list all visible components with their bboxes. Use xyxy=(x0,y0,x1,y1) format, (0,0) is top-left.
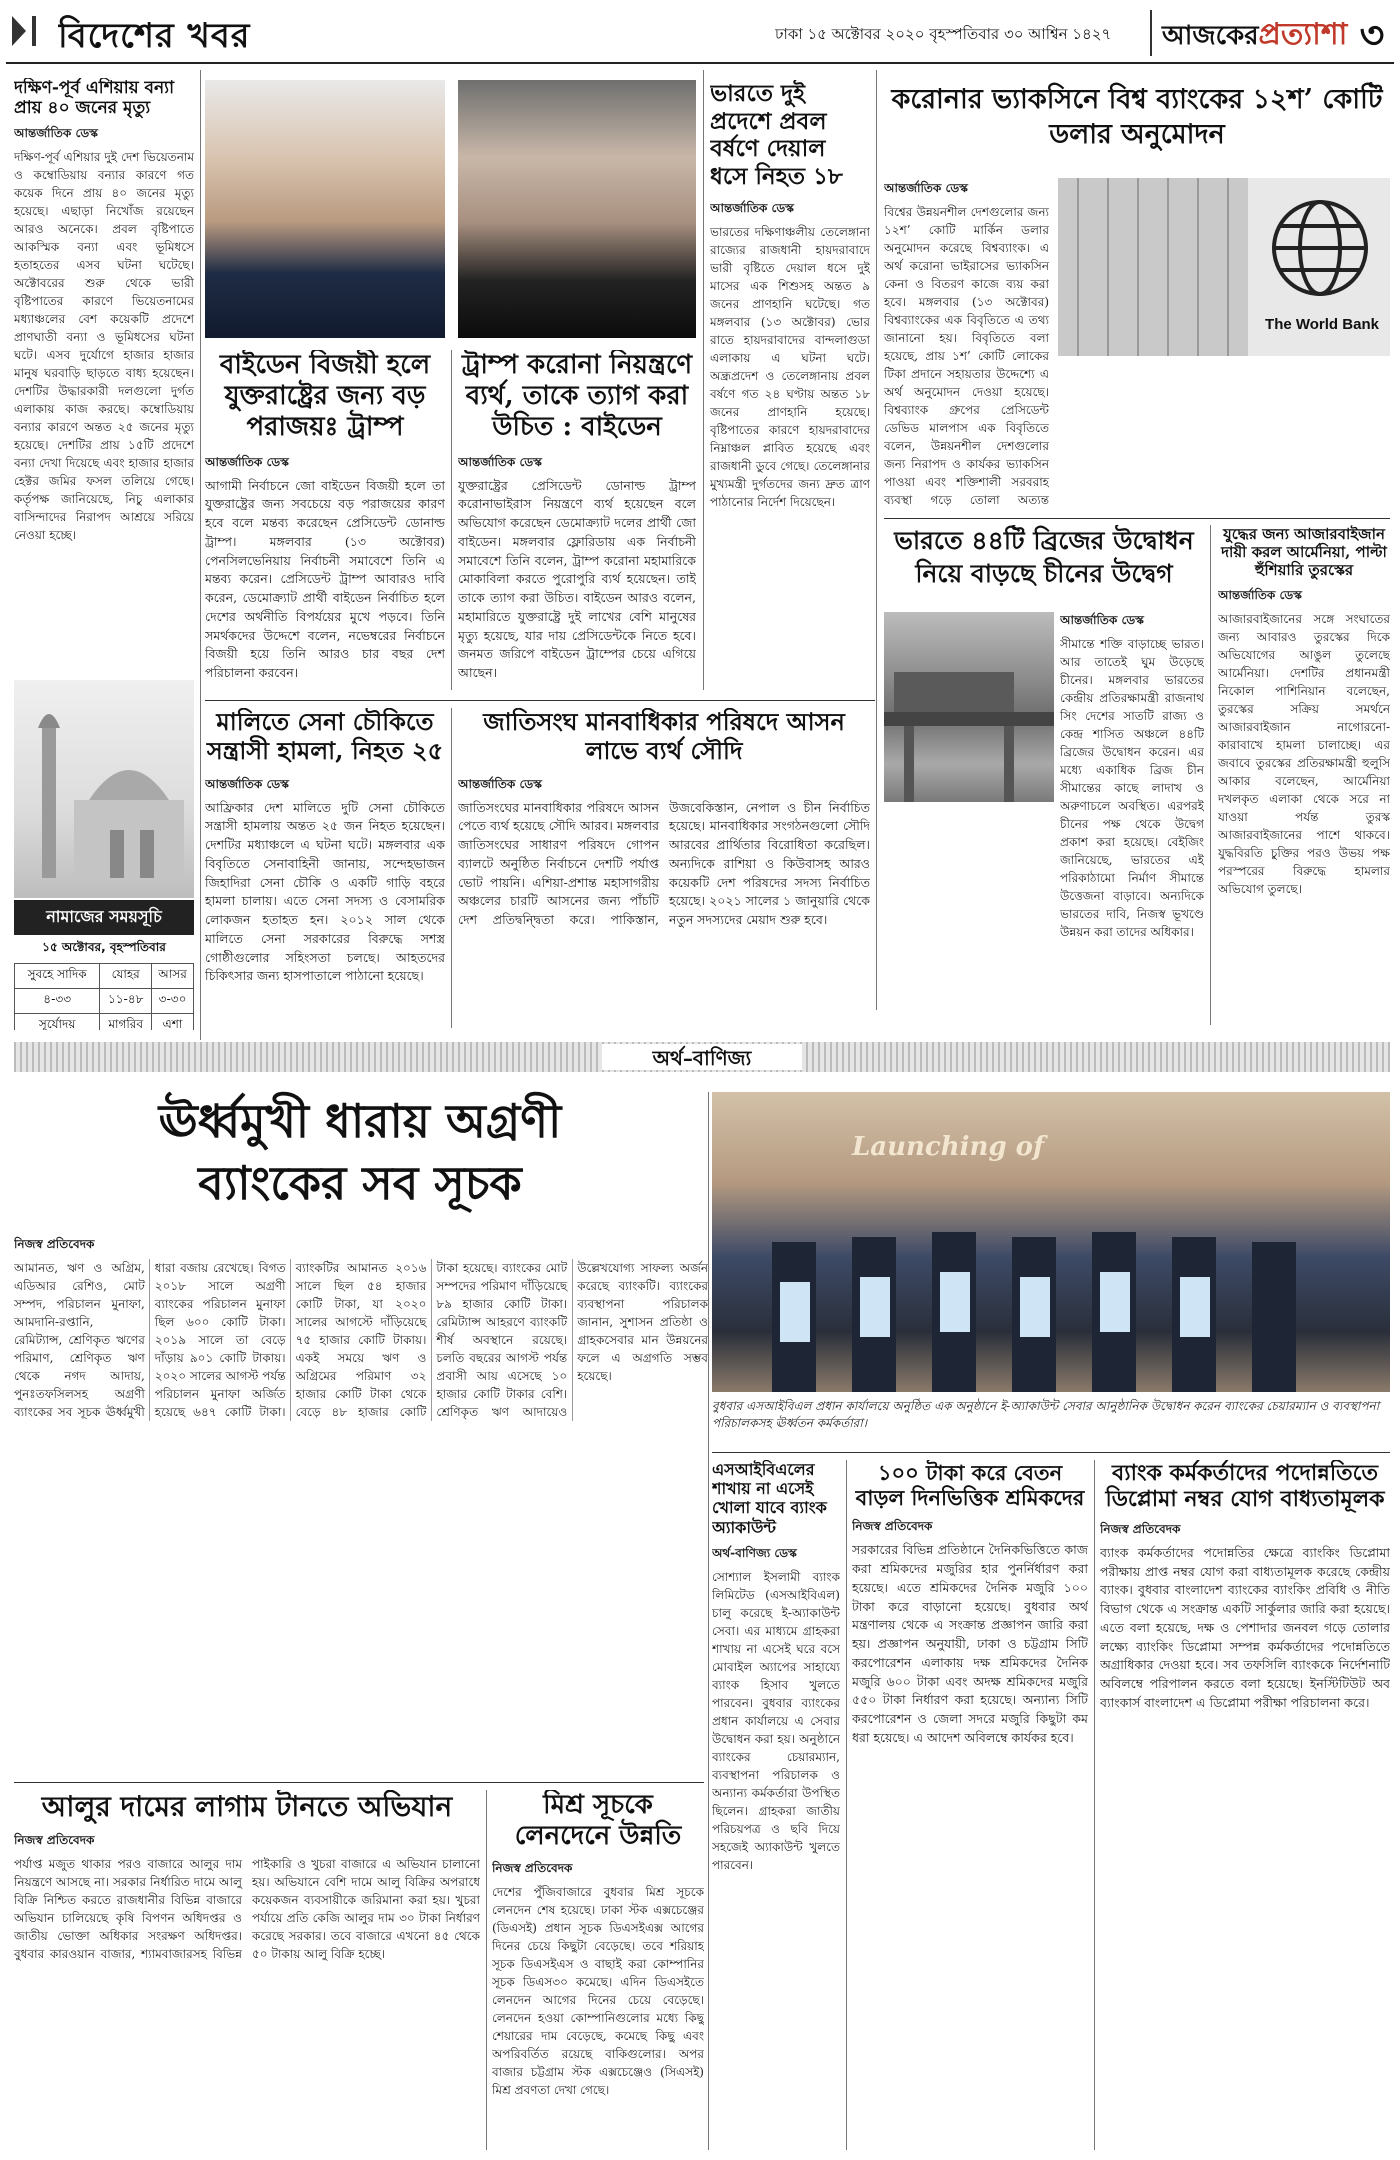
business-section-banner xyxy=(14,1042,1390,1072)
promotion-desk: নিজস্ব প্রতিবেদক xyxy=(1100,1521,1181,1536)
prayer-cell: এশা xyxy=(152,1014,194,1031)
sibl-body: সোশ্যাল ইসলামী ব্যাংক লিমিটেড (এসআইবিএল) চালু করেছে ই-অ্যাকাউন্ট সেবা। এর মাধ্যমে গ্রাহকরা শাখায় না এসেই ঘরে বসে মোবাইল অ্যাপের সাহায্যে ব্যাংক হিসাব খুলতে পারবেন। বুধবার ব্যাংকের প্রধান কার্যালয়ে এ সেবার উদ্বোধন করা হয়। অনুষ্ঠানে ব্যাংকের চেয়ারম্যান, ব্যবস্থাপনা পরিচালক ও অন্যান্য কর্মকর্তারা উপস্থিত ছিলেন। গ্রাহকরা জাতীয় পরিচয়পত্র ও ছবি দিয়ে সহজেই অ্যাকাউন্ট খুলতে পারবেন। xyxy=(712,1569,840,1872)
mali-body: আফ্রিকার দেশ মালিতে দুটি সেনা চৌকিতে সন্ত্রাসী হামলায় অন্তত ২৫ জন নিহত হয়েছেন। দেশটির মধ্যাঞ্চলে এ ঘটনা ঘটে। মঙ্গলবার এক বিবৃতিতে সেনাবাহিনী জানায়, সন্দেহভাজন জিহাদিরা সেনা চৌকি ও একটি গাড়ি বহরে হামলা চালায়। এতে সেনা সদস্য ও বেসামরিক লোকজন হতাহত হন। ২০১২ সাল থেকে মালিতে সেনা সরকারের বিরুদ্ধে সশস্ত্র গোষ্ঠীগুলোর সহিংসতা চলছে। আহতদের চিকিৎসার জন্য হাসপাতালে পাঠানো হয়েছে। xyxy=(205,799,445,984)
dateline: ঢাকা ১৫ অক্টোবর ২০২০ বৃহস্পতিবার ৩০ আশ্বিন ১৪২৭ xyxy=(775,25,1112,43)
india-rain-body: ভারতের দক্ষিণাঞ্চলীয় তেলেঙ্গানা রাজ্যের রাজধানী হায়দরাবাদে ভারী বৃষ্টিতে দেয়াল ধসে দুই মাসের এক শিশুসহ অন্তত ৯ জনের প্রাণহানি ঘটেছে। গত মঙ্গলবার (১৩ অক্টোবর) ভোর রাতে হায়দরাবাদের বান্দলাগুডা এলাকায় এ ঘটনা ঘটে। অন্ধ্রপ্রদেশ ও তেলেঙ্গানায় প্রবল বর্ষণে গত ২৪ ঘণ্টায় অন্তত ১৮ জনের প্রাণহানি হয়েছে। বৃষ্টিপাতের কারণে হায়দরাবাদের নিম্নাঞ্চল প্লাবিত হয়েছে এবং রাজধানী ডুবে গেছে। তেলেঙ্গানার মুখ্যমন্ত্রী দুর্গতদের জন্য দ্রুত ত্রাণ পাঠানোর নির্দেশ দিয়েছেন। xyxy=(710,225,870,510)
event-banner-text: Launching of xyxy=(852,1132,1045,1162)
sibl-desk: অর্থ-বাণিজ্য ডেস্ক xyxy=(712,1545,797,1560)
prayer-times-box xyxy=(14,900,194,1030)
prayer-cell: সুবহে সাদিক xyxy=(15,964,100,989)
trump-desk: আন্তর্জাতিক ডেস্ক xyxy=(205,454,289,469)
market-article xyxy=(492,1790,704,2150)
prayer-cell: আসর xyxy=(152,964,194,989)
biden-article xyxy=(458,350,696,690)
masthead xyxy=(0,0,1400,64)
india-rain-headline: ভারতে দুই প্রদেশে প্রবল বর্ষণে দেয়াল ধসে নিহত ১৮ xyxy=(710,80,843,190)
prayer-cell: ১১-৪৮ xyxy=(100,989,152,1014)
flood-headline: দক্ষিণ-পূর্ব এশিয়ায় বন্যা প্রায় ৪০ জনের মৃত্যু xyxy=(14,78,175,119)
prayer-title: নামাজের সময়সূচি xyxy=(14,900,194,935)
mali-desk: আন্তর্জাতিক ডেস্ক xyxy=(205,776,289,791)
market-desk: নিজস্ব প্রতিবেদক xyxy=(492,1861,573,1876)
armenia-body: আজারবাইজানের সঙ্গে সংঘাতের জন্য আবারও তুরস্কের দিকে অভিযোগের আঙুল তুলেছে আর্মেনিয়া। দেশটির প্রধানমন্ত্রী নিকোল পাশিনিয়ান বলেছেন, তুরস্কের সক্রিয় সমর্থনে আজারবাইজান নাগোরনো-কারাবাখে হামলা চালাচ্ছে। এর জবাবে তুরস্কের প্রতিরক্ষামন্ত্রী হুলুসি আকার বলেছেন, আর্মেনিয়া দখলকৃত এলাকা থেকে সরে না যাওয়া পর্যন্ত তুরস্ক আজারবাইজানের পাশে থাকবে। যুদ্ধবিরতি চুক্তির পরও উভয় পক্ষ পরস্পরের বিরুদ্ধে হামলার অভিযোগ তুলছে। xyxy=(1218,612,1390,896)
potato-headline: আলুর দামের লাগাম টানতে অভিযান xyxy=(41,1790,453,1823)
promotion-body: ব্যাংক কর্মকর্তাদের পদোন্নতির ক্ষেত্রে ব্যাংকিং ডিপ্লোমা পরীক্ষায় প্রাপ্ত নম্বর যোগ করা বাধ্যতামূলক করেছে কেন্দ্রীয় ব্যাংক। বুধবার বাংলাদেশ ব্যাংকের ব্যাংকিং প্রবিধি ও নীতি বিভাগ থেকে এ সংক্রান্ত একটি সার্কুলার জারি করা হয়েছে। এতে বলা হয়েছে, দক্ষ ও পেশাদার জনবল গড়ে তোলার লক্ষ্যে ব্যাংকিং ডিপ্লোমা সম্পন্ন কর্মকর্তাদের পদোন্নতিতে অগ্রাধিকার দেওয়া হবে। সব তফসিলি ব্যাংককে নির্দেশনাটি অবিলম্বে পরিপালন করতে বলা হয়েছে। ইনস্টিটিউট অব ব্যাংকার্স বাংলাদেশ এ ডিপ্লোমা পরীক্ষা পরিচালনা করে। xyxy=(1100,1544,1390,1710)
india-rain-desk: আন্তর্জাতিক ডেস্ক xyxy=(710,201,794,216)
saudi-desk: আন্তর্জাতিক ডেস্ক xyxy=(458,776,542,791)
potato-body: পর্যাপ্ত মজুত থাকার পরও বাজারে আলুর দাম নিয়ন্ত্রণে আসছে না। সরকার নির্ধারিত দামে আলু বিক্রি নিশ্চিত করতে রাজধানীর বিভিন্ন বাজারে অভিযান চালিয়েছে কৃষি বিপণন অধিদপ্তর ও জাতীয় ভোক্তা অধিকার সংরক্ষণ অধিদপ্তর। বুধবার কারওয়ান বাজার, শ্যামবাজারসহ বিভিন্ন পাইকারি ও খুচরা বাজারে এ অভিযান চালানো হয়। অভিযানে বেশি দামে আলু বিক্রির অপরাধে কয়েকজন ব্যবসায়ীকে জরিমানা করা হয়। খুচরা পর্যায়ে প্রতি কেজি আলুর দাম ৩০ টাকা নির্ধারণ করেছে সরকার। তবে বাজারে এখনো ৪৫ থেকে ৫০ টাকায় আলু বিক্রি হচ্ছে। xyxy=(14,1856,480,1961)
potato-desk: নিজস্ব প্রতিবেদক xyxy=(14,1832,95,1847)
agrani-desk: নিজস্ব প্রতিবেদক xyxy=(14,1237,95,1251)
prayer-table xyxy=(14,963,194,1030)
bridges-headline: ভারতে ৪৪টি ব্রিজের উদ্বোধন নিয়ে বাড়ছে চীনের উদ্বেগ xyxy=(894,526,1194,588)
trump-headline: বাইডেন বিজয়ী হলে যুক্তরাষ্ট্রের জন্য বড় পরাজয়ঃ ট্রাম্প xyxy=(219,350,431,443)
brand-name-accent: প্রত্যাশা xyxy=(1258,17,1348,52)
wage-headline: ১০০ টাকা করে বেতন বাড়ল দিনভিত্তিক শ্রমিকদের xyxy=(855,1460,1085,1511)
prayer-date: ১৫ অক্টোবর, বৃহস্পতিবার xyxy=(42,940,166,954)
flood-body: দক্ষিণ-পূর্ব এশিয়ার দুই দেশ ভিয়েতনাম ও কম্বোডিয়ায় বন্যার কারণে গত কয়েক দিনে প্রায় ৪০ জনের মৃত্যু হয়েছে। এছাড়া নিখোঁজ রয়েছেন আরও অনেকে। প্রবল বৃষ্টিপাতে আকস্মিক বন্যা এবং ভূমিধসে হতাহতের এসব ঘটনা ঘটেছে। অক্টোবরের শুরু থেকে ভারী বৃষ্টিপাতের কারণে ভিয়েতনামের মধ্যাঞ্চলের বেশ কয়েকটি প্রদেশে প্রাণঘাতী বন্যা ও ভূমিধসের ঘটনা ঘটে। এসব দুর্যোগে হাজার হাজার মানুষ ঘরবাড়ি ছাড়তে বাধ্য হয়েছেন। দেশটির উদ্ধারকারী দলগুলো দুর্গত এলাকায় কাজ করছে। কম্বোডিয়ায় বন্যার কারণে অন্তত ২৫ জনের মৃত্যু হয়েছে। দেশটির প্রায় ১৫টি প্রদেশে বন্যা দেখা দিয়েছে এবং হাজার হাজার হেক্টর জমির ফসল তলিয়ে গেছে। কর্তৃপক্ষ জানিয়েছে, নিচু এলাকার বাসিন্দাদের নিরাপদ আশ্রয়ে সরিয়ে নেওয়া হচ্ছে। xyxy=(14,149,194,542)
wage-body: সরকারের বিভিন্ন প্রতিষ্ঠানে দৈনিকভিত্তিতে কাজ করা শ্রমিকদের মজুরির হার পুনর্নির্ধারণ করা হয়েছে। এতে শ্রমিকদের দৈনিক মজুরি ১০০ টাকা করে বাড়ানো হয়েছে। বুধবার অর্থ মন্ত্রণালয় থেকে এ সংক্রান্ত প্রজ্ঞাপন জারি করা হয়। প্রজ্ঞাপন অনুযায়ী, ঢাকা ও চট্টগ্রাম সিটি করপোরেশন এলাকায় দক্ষ শ্রমিকদের দৈনিক মজুরি ৬০০ টাকা এবং অদক্ষ শ্রমিকদের মজুরি ৫৫০ টাকা নির্ধারণ করা হয়েছে। অন্যান্য সিটি করপোরেশন ও জেলা সদরে মজুরি কিছুটা কম ধরা হয়েছে। এ আদেশ অবিলম্বে কার্যকর হবে। xyxy=(852,1542,1088,1745)
trump-article xyxy=(205,350,445,690)
agrani-headline: ঊর্ধ্বমুখী ধারায় অগ্রণী ব্যাংকের সব সূচক xyxy=(158,1094,562,1211)
bridges-desk: আন্তর্জাতিক ডেস্ক xyxy=(1060,613,1144,627)
promotion-headline: ব্যাংক কর্মকর্তাদের পদোন্নতিতে ডিপ্লোমা নম্বর যোগ বাধ্যতামূলক xyxy=(1105,1460,1385,1513)
saudi-headline: জাতিসংঘ মানবাধিকার পরিষদে আসন লাভে ব্যর্থ সৌদি xyxy=(483,708,845,765)
prayer-cell: যোহর xyxy=(100,964,152,989)
promotion-article xyxy=(1100,1460,1390,2150)
brand-name-plain: আজকের xyxy=(1162,21,1259,51)
trump-photo xyxy=(205,80,445,338)
agrani-article xyxy=(14,1236,708,1816)
biden-desk: আন্তর্জাতিক ডেস্ক xyxy=(458,454,542,469)
page-number: ৩ xyxy=(1359,12,1385,56)
wage-desk: নিজস্ব প্রতিবেদক xyxy=(852,1519,933,1534)
worldbank-body: বিশ্বের উন্নয়নশীল দেশগুলোর জন্য ১২শ’ কোটি মার্কিন ডলার অনুমোদন করেছে বিশ্বব্যাংক। এ অর্থ করোনা ভাইরাসের ভ্যাকসিন কেনা ও বিতরণ কাজে ব্যয় করা হবে। মঙ্গলবার (১৩ অক্টোবর) বিশ্বব্যাংকের এক বিবৃতিতে এ তথ্য জানানো হয়। বিবৃতিতে বলা হয়েছে, প্রায় ১শ’ কোটি লোকের টিকা প্রদানে সহায়তার উদ্দেশ্যে এ অর্থ অনুমোদন দেওয়া হয়েছে। বিশ্বব্যাংক গ্রুপের প্রেসিডেন্ট ডেভিড মালপাস এক বিবৃতিতে বলেন, উন্নয়নশীল দেশগুলোর জন্য নিরাপদ ও কার্যকর ভ্যাকসিন পাওয়া এবং শক্তিশালী সরবরাহ ব্যবস্থা গড়ে তোলা অত্যন্ত xyxy=(884,205,1049,507)
page-corner-arrow-icon xyxy=(8,12,44,50)
saudi-body: জাতিসংঘের মানবাধিকার পরিষদে আসন পেতে ব্যর্থ হয়েছে সৌদি আরব। মঙ্গলবার জাতিসংঘের সাধারণ পরিষদে গোপন ব্যালটে অনুষ্ঠিত নির্বাচনে দেশটি পর্যাপ্ত ভোট পায়নি। এশিয়া-প্রশান্ত মহাসাগরীয় অঞ্চলের চারটি আসনের জন্য পাঁচটি দেশ প্রতিদ্বন্দ্বিতা করে। পাকিস্তান, উজবেকিস্তান, নেপাল ও চীন নির্বাচিত হয়েছে। মানবাধিকার সংগঠনগুলো সৌদি আরবের প্রার্থিতার বিরোধিতা করেছিল। অন্যদিকে রাশিয়া ও কিউবাসহ আরও কয়েকটি দেশ পরিষদের সদস্য নির্বাচিত হয়েছে। ২০২১ সালের ১ জানুয়ারি থেকে নতুন সদস্যদের মেয়াদ শুরু হবে। xyxy=(458,799,870,928)
business-section-title: অর্থ–বাণিজ্য xyxy=(602,1044,802,1070)
potato-article xyxy=(14,1790,480,2150)
sibl-headline: এসআইবিএলের শাখায় না এসেই খোলা যাবে ব্যাংক অ্যাকাউন্ট xyxy=(712,1460,827,1537)
brand-logo xyxy=(1150,10,1352,56)
biden-photo xyxy=(458,80,696,338)
flood-desk: আন্তর্জাতিক ডেস্ক xyxy=(14,125,98,140)
mali-headline: মালিতে সেনা চৌকিতে সন্ত্রাসী হামলা, নিহত ২৫ xyxy=(206,708,444,765)
trump-body: আগামী নির্বাচনে জো বাইডেন বিজয়ী হলে তা যুক্তরাষ্ট্রের জন্য সবচেয়ে বড় পরাজয়ের কারণ হবে বলে মন্তব্য করেছেন প্রেসিডেন্ট ডোনাল্ড ট্রাম্প। মঙ্গলবার (১৩ অক্টোবর) পেনসিলভেনিয়ায় নির্বাচনী সমাবেশে তিনি এ মন্তব্য করেন। প্রেসিডেন্ট ট্রাম্প আবারও দাবি করেন, ডেমোক্র্যাট প্রার্থী বাইডেন নির্বাচিত হলে দেশের অর্থনীতি বিপর্যয়ের মুখে পড়বে। তিনি সমর্থকদের উদ্দেশে বলেন, নভেম্বরের নির্বাচনে বিজয়ী হয়ে তিনি আরও চার বছর দেশ পরিচালনা করবেন। xyxy=(205,477,445,681)
prayer-cell: ৪-৩৩ xyxy=(15,989,100,1014)
saudi-article xyxy=(458,708,870,1028)
sibl-article xyxy=(712,1460,840,2150)
worldbank-desk: আন্তর্জাতিক ডেস্ক xyxy=(884,181,968,195)
section-title: বিদেশের খবর xyxy=(58,16,251,54)
market-body: দেশের পুঁজিবাজারে বুধবার মিশ্র সূচকে লেনদেন শেষ হয়েছে। ঢাকা স্টক এক্সচেঞ্জের (ডিএসই) প্রধান সূচক ডিএসইএক্স আগের দিনের চেয়ে কিছুটা বেড়েছে। তবে শরিয়াহ সূচক ডিএসইএস ও বাছাই করা কোম্পানির সূচক ডিএস৩০ কমেছে। এদিন ডিএসইতে লেনদেন আগের দিনের চেয়ে বেড়েছে। লেনদেন হওয়া কোম্পানিগুলোর মধ্যে কিছু শেয়ারের দাম বেড়েছে, কমেছে কিছু এবং অপরিবর্তিত রয়েছে বাকিগুলোর। অপর বাজার চট্টগ্রাম স্টক এক্সচেঞ্জেও (সিএসই) মিশ্র প্রবণতা দেখা গেছে। xyxy=(492,1885,704,2098)
prayer-cell: ৩-৩০ xyxy=(152,989,194,1014)
agrani-body: আমানত, ঋণ ও অগ্রিম, এডিআর রেশিও, মোট সম্পদ, পরিচালন মুনাফা, আমদানি-রপ্তানি, রেমিট্যান্স, শ্রেণিকৃত ঋণের পরিমাণ, শ্রেণিকৃত ঋণ থেকে নগদ আদায়, পুনঃতফসিলসহ অগ্রণী ব্যাংকের সব সূচক ঊর্ধ্বমুখী ধারা বজায় রেখেছে। বিগত ২০১৮ সালে অগ্রণী ব্যাংকের পরিচালন মুনাফা ছিল ৬০০ কোটি টাকা। ২০১৯ সালে তা বেড়ে দাঁড়ায় ৯০১ কোটি টাকায়। ২০২০ সালের আগস্ট পর্যন্ত পরিচালন মুনাফা অর্জিত হয়েছে ৬৪৭ কোটি টাকা। ব্যাংকটির আমানত ২০১৬ সালে ছিল ৫৪ হাজার কোটি টাকা, যা ২০২০ সালের আগস্টে দাঁড়িয়েছে ৭৫ হাজার কোটি টাকায়। একই সময়ে ঋণ ও অগ্রিমের পরিমাণ ৩২ হাজার কোটি টাকা থেকে বেড়ে ৪৮ হাজার কোটি টাকা হয়েছে। ব্যাংকের মোট সম্পদের পরিমাণ দাঁড়িয়েছে ৮৯ হাজার কোটি টাকা। রেমিট্যান্স আহরণে ব্যাংকটি শীর্ষ অবস্থানে রয়েছে। চলতি বছরের আগস্ট পর্যন্ত প্রবাসী আয় এসেছে ১০ হাজার কোটি টাকার বেশি। শ্রেণিকৃত ঋণ আদায়েও উল্লেখযোগ্য সাফল্য অর্জন করেছে ব্যাংকটি। ব্যাংকের ব্যবস্থাপনা পরিচালক জানান, সুশাসন প্রতিষ্ঠা ও গ্রাহকসেবার মান উন্নয়নের ফলে এ অগ্রগতি সম্ভব হয়েছে। xyxy=(14,1261,708,1419)
market-headline: মিশ্র সূচকে লেনদেনে উন্নতি xyxy=(514,1790,682,1852)
biden-body: যুক্তরাষ্ট্রের প্রেসিডেন্ট ডোনাল্ড ট্রাম্প করোনাভাইরাস নিয়ন্ত্রণে ব্যর্থ হয়েছেন বলে অভিযোগ করেছেন ডেমোক্র্যাট দলের প্রার্থী জো বাইডেন। মঙ্গলবার ফ্লোরিডায় এক নির্বাচনী সমাবেশে তিনি বলেন, ট্রাম্প করোনা মহামারিকে মোকাবিলা করতে পুরোপুরি ব্যর্থ হয়েছেন। তাই তাকে ত্যাগ করা উচিত। বাইডেন আরও বলেন, মহামারিতে যুক্তরাষ্ট্রে দুই লাখের বেশি মানুষের মৃত্যু হয়েছে, যার দায় প্রেসিডেন্টকে নিতে হবে। জনমত জরিপে বাইডেন ট্রাম্পের চেয়ে এগিয়ে আছেন। xyxy=(458,477,696,681)
biden-headline: ট্রাম্প করোনা নিয়ন্ত্রণে ব্যর্থ, তাকে ত্যাগ করা উচিত : বাইডেন xyxy=(461,350,693,443)
sibl-event-photo xyxy=(712,1092,1390,1392)
armenia-headline: যুদ্ধের জন্য আজারবাইজান দায়ী করল আর্মেনিয়া, পাল্টা হুঁশিয়ারি তুরস্কের xyxy=(1221,525,1387,579)
prayer-cell: মাগরিব xyxy=(100,1014,152,1031)
armenia-article xyxy=(1218,525,1390,1025)
worldbank-photo xyxy=(1058,178,1390,356)
mosque-photo xyxy=(14,680,194,898)
mali-article xyxy=(205,708,445,1018)
wage-article xyxy=(852,1460,1088,2150)
sibl-photo-caption: বুধবার এসআইবিএল প্রধান কার্যালয়ে অনুষ্ঠিত এক অনুষ্ঠানে ই-অ্যাকাউন্ট সেবার আনুষ্ঠানিক উদ্বোধন করেন ব্যাংকের চেয়ারম্যান ও ব্যবস্থাপনা পরিচালকসহ ঊর্ধ্বতন কর্মকর্তারা। xyxy=(712,1399,1380,1431)
prayer-cell: সূর্যোদয় xyxy=(15,1014,100,1031)
bridge-photo xyxy=(884,612,1054,802)
bridges-article xyxy=(1060,612,1204,1012)
worldbank-headline: করোনার ভ্যাকসিনে বিশ্ব ব্যাংকের ১২শ’ কোটি ডলার অনুমোদন xyxy=(891,84,1383,151)
flood-article xyxy=(14,78,194,678)
bridges-body: সীমান্তে শক্তি বাড়াচ্ছে ভারত। আর তাতেই ঘুম উড়েছে চীনের। মঙ্গলবার ভারতের কেন্দ্রীয় প্রতিরক্ষামন্ত্রী রাজনাথ সিং দেশের সাতটি রাজ্য ও কেন্দ্র শাসিত অঞ্চলে ৪৪টি ব্রিজের উদ্বোধন করেন। এর মধ্যে একাধিক ব্রিজ চীন সীমান্তের কাছে লাদাখ ও অরুণাচলে অবস্থিত। এরপরই চীনের পক্ষ থেকে উদ্বেগ প্রকাশ করা হয়েছে। বেইজিং জানিয়েছে, ভারতের এই পরিকাঠামো নির্মাণ সীমান্তে উত্তেজনা বাড়াবে। অন্যদিকে ভারতের দাবি, নিজস্ব ভূখণ্ডে উন্নয়ন করা তাদের অধিকার। xyxy=(1060,637,1204,939)
armenia-desk: আন্তর্জাতিক ডেস্ক xyxy=(1218,588,1302,602)
worldbank-article xyxy=(884,180,1049,510)
worldbank-logo-text: The World Bank xyxy=(1265,316,1379,333)
